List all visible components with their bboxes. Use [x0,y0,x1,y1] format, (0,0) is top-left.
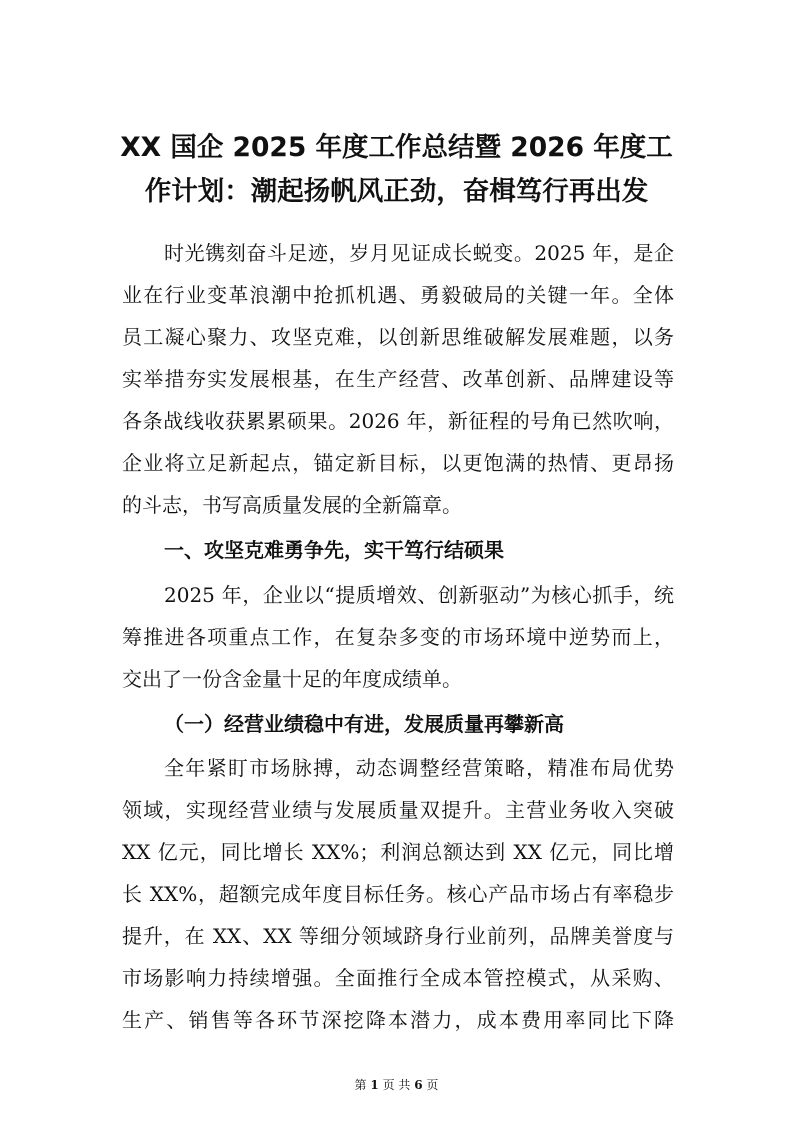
paragraph-line: 企业将立足新起点，锚定新目标，以更饱满的热情、更昂扬 [122,451,674,475]
paragraph-line: 交出了一份含金量十足的年度成绩单。 [122,667,462,691]
paragraph-line: 的斗志，书写高质量发展的全新篇章。 [122,493,462,517]
page-footer [0,1076,793,1093]
footer-middle: 页 共 [382,1078,411,1092]
section-heading: 一、攻坚克难勇争先，实干笃行结硕果 [164,538,504,562]
document-title [100,126,693,214]
paragraph-line: 生产、销售等各环节深挖降本潜力，成本费用率同比下降 [122,1008,674,1032]
paragraph-line: 业在行业变革浪潮中抢抓机遇、勇毅破局的关键一年。全体 [122,283,674,307]
subsection-heading: （一）经营业绩稳中有进，发展质量再攀新高 [164,712,564,736]
paragraph-line: 各条战线收获累累硕果。2026 年，新征程的号角已然吹响， [122,409,674,433]
paragraph-line: 市场影响力持续增强。全面推行全成本管控模式，从采购、 [122,966,674,990]
title-line: XX 国企 2025 年度工作总结暨 2026 年度工 [120,132,673,163]
paragraph-line: 长 XX%，超额完成年度目标任务。核心产品市场占有率稳步 [122,882,674,906]
paragraph-line: 全年紧盯市场脉搏，动态调整经营策略，精准布局优势 [164,756,674,780]
footer-suffix: 页 [426,1078,439,1092]
paragraph-line: 2025 年，企业以“提质增效、创新驱动”为核心抓手，统 [164,583,674,607]
paragraph-line: 时光镌刻奋斗足迹，岁月见证成长蜕变。2025 年，是企 [164,241,674,265]
paragraph-line: 领域，实现经营业绩与发展质量双提升。主营业务收入突破 [122,798,674,822]
paragraph-line: 实举措夯实发展根基，在生产经营、改革创新、品牌建设等 [122,367,674,391]
paragraph-line: 筹推进各项重点工作，在复杂多变的市场环境中逆势而上， [122,625,674,649]
paragraph-line: XX 亿元，同比增长 XX%；利润总额达到 XX 亿元，同比增 [122,840,674,864]
paragraph-line: 提升，在 XX、XX 等细分领域跻身行业前列，品牌美誉度与 [122,924,674,948]
footer-prefix: 第 [354,1078,367,1092]
footer-page-number: 1 [370,1078,379,1092]
paragraph-line: 员工凝心聚力、攻坚克难，以创新思维破解发展难题，以务 [122,325,674,349]
footer-total-pages: 6 [414,1078,423,1092]
title-line: 作计划：潮起扬帆风正劲，奋楫笃行再出发 [144,176,649,207]
